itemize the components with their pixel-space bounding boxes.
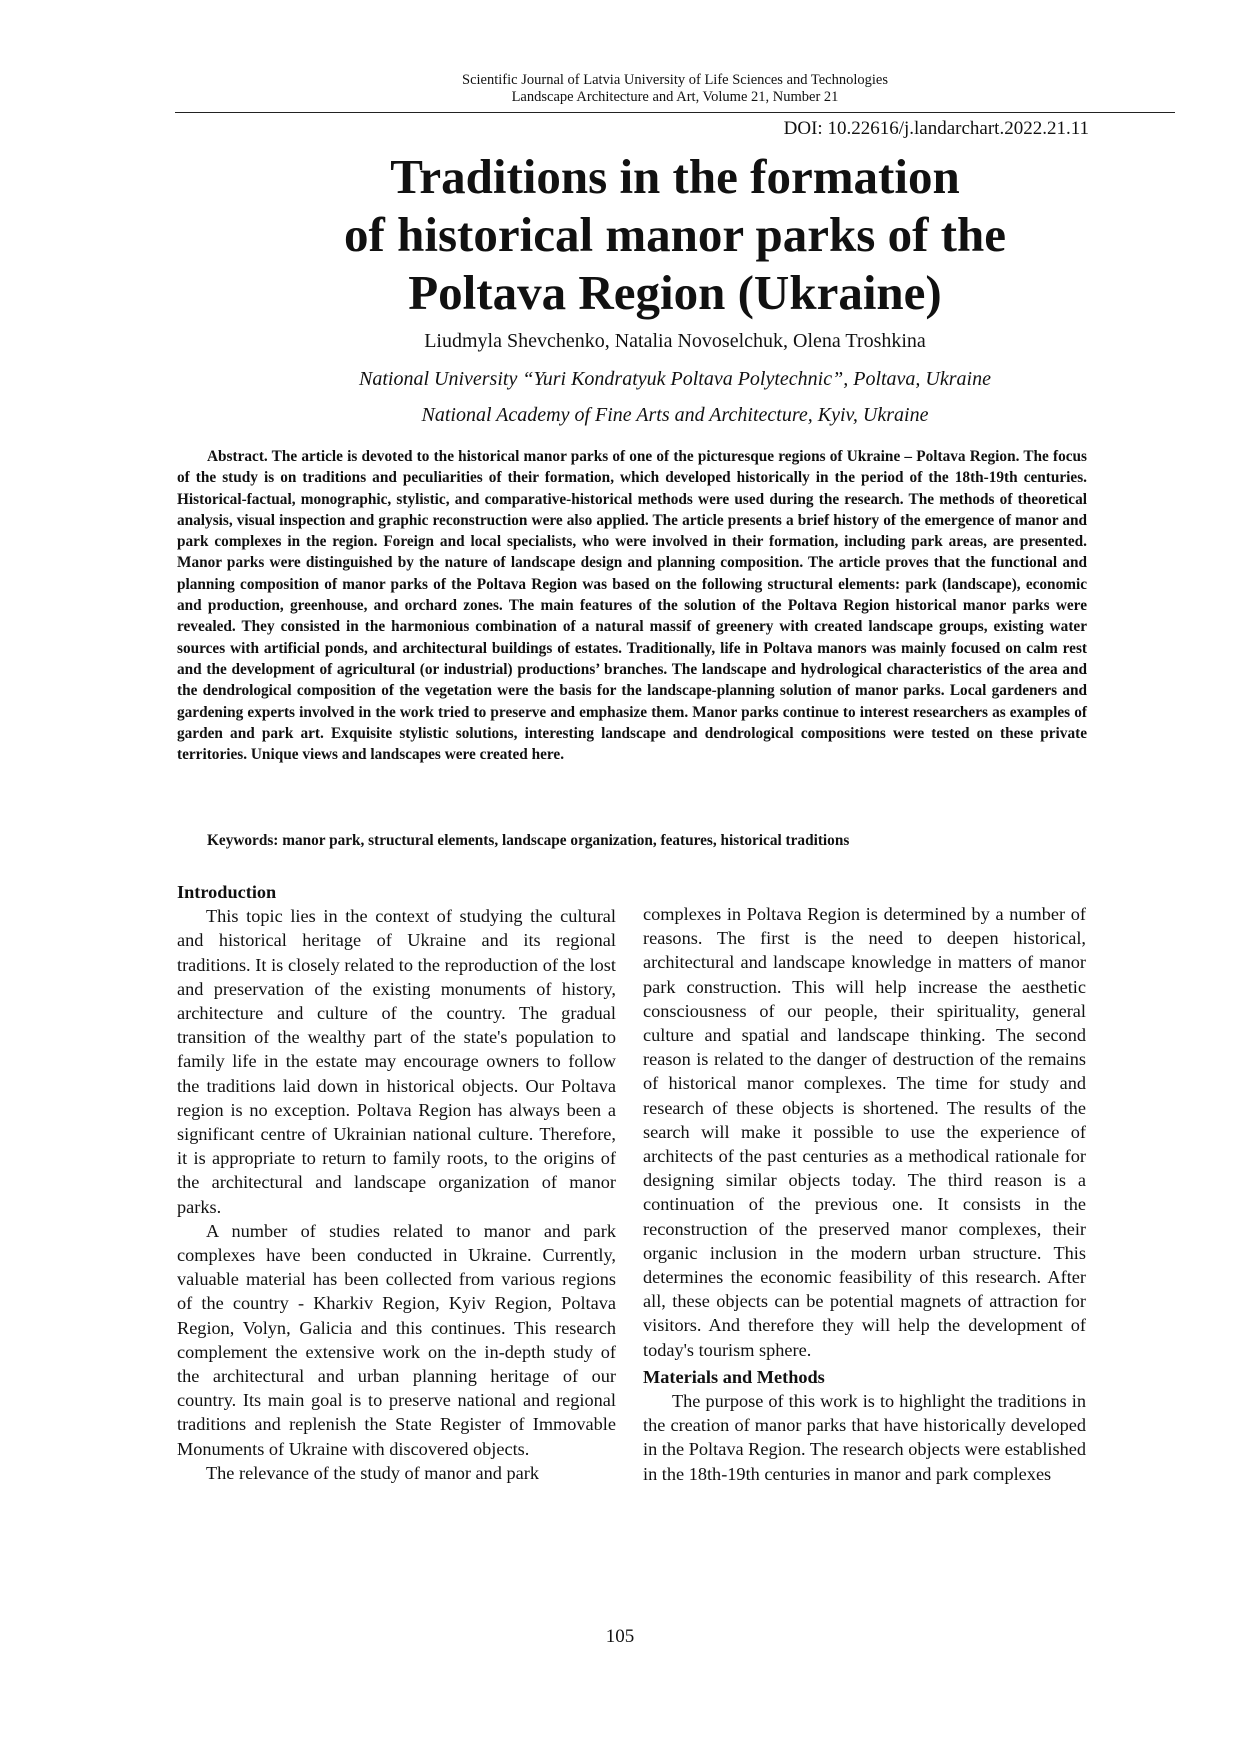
- section-heading: Materials and Methods: [643, 1366, 825, 1387]
- journal-header: [175, 72, 1175, 106]
- header-divider: [175, 112, 1175, 113]
- paragraph: The relevance of the study of manor and park: [206, 1462, 539, 1483]
- title-line: Poltava Region (Ukraine): [408, 265, 942, 320]
- title-line: Traditions in the formation: [390, 149, 960, 204]
- affiliation: National Academy of Fine Arts and Architecture, Kyiv, Ukraine: [421, 404, 929, 426]
- section-heading: Introduction: [177, 882, 277, 902]
- paper-title: [175, 148, 1175, 322]
- right-column: [643, 902, 1086, 1486]
- left-column: [177, 880, 616, 1485]
- journal-volume: Landscape Architecture and Art, Volume 21, Number 21: [511, 89, 839, 105]
- journal-name: Scientific Journal of Latvia University of Life Sciences and Technologies: [462, 72, 888, 88]
- doi: DOI: 10.22616/j.landarchart.2022.21.11: [783, 118, 1089, 139]
- paragraph: The purpose of this work is to highlight the traditions in the creation of manor parks that have historically developed in the Poltava Region. The research objects were established in the 18th-19th centuries in manor and park complexes: [643, 1391, 1086, 1484]
- page-number: 105: [605, 1626, 635, 1647]
- affiliation: National University “Yuri Kondratyuk Poltava Polytechnic”, Poltava, Ukraine: [359, 368, 991, 390]
- authors: Liudmyla Shevchenko, Natalia Novoselchuk, Olena Troshkina: [424, 330, 926, 352]
- paragraph: A number of studies related to manor and park complexes have been conducted in Ukraine. Currently, valuable material has been collected from various regions of the country - Kharkiv Region, Kyiv Region, Poltava Region, Volyn, Galicia and this continues. This research complement the extensive work on the in-depth study of the architectural and urban planning heritage of our country. Its main goal is to preserve national and regional traditions and replenish the State Register of Immovable Monuments of Ukraine with discovered objects.: [177, 1220, 616, 1459]
- keywords: Keywords: manor park, structural elements, landscape organization, features, historical traditions: [207, 832, 850, 849]
- paragraph: This topic lies in the context of studying the cultural and historical heritage of Ukraine and its regional traditions. It is closely related to the reproduction of the lost and preservation of the existing monuments of history, architecture and culture of the country. The gradual transition of the wealthy part of the state's population to family life in the estate may encourage owners to follow the traditions laid down in historical objects. Our Poltava region is no exception. Poltava Region has always been a significant centre of Ukrainian national culture. Therefore, it is appropriate to return to family roots, to the origins of the architectural and landscape organization of manor parks.: [177, 906, 616, 1217]
- title-line: of historical manor parks of the: [344, 207, 1006, 262]
- paragraph: complexes in Poltava Region is determined by a number of reasons. The first is the need to deepen historical, architectural and landscape knowledge in matters of manor park construction. This will help increase the aesthetic consciousness of our people, their spirituality, general culture and spatial and landscape thinking. The second reason is related to the danger of destruction of the remains of historical manor complexes. The time for study and research of these objects is shortened. The results of the search will make it possible to use the experience of architects of the past centuries as a methodical rationale for designing similar objects today. The third reason is a continuation of the previous one. It consists in the reconstruction of the preserved manor complexes, their organic inclusion in the modern urban structure. This determines the economic feasibility of this research. After all, these objects can be potential magnets of attraction for visitors. And therefore they will help the development of today's tourism sphere.: [643, 904, 1086, 1360]
- abstract: Abstract. The article is devoted to the historical manor parks of one of the picturesque regions of Ukraine – Poltava Region. The focus of the study is on traditions and peculiarities of their formation, which developed historically in the period of the 18th-19th centuries. Historical-factual, monographic, stylistic, and comparative-historical methods were used during the research. The methods of theoretical analysis, visual inspection and graphic reconstruction were also applied. The article presents a brief history of the emergence of manor and park complexes in the region. Foreign and local specialists, who were involved in their formation, including park areas, are presented. Manor parks were distinguished by the nature of landscape design and planning composition. The article proves that the functional and planning composition of manor parks of the Poltava Region was based on the following structural elements: park (landscape), economic and production, greenhouse, and orchard zones. The main features of the solution of the Poltava Region historical manor parks were revealed. They consisted in the harmonious combination of a natural massif of greenery with created landscape groups, existing water sources with artificial ponds, and architectural buildings of estates. Traditionally, life in Poltava manors was mainly focused on calm rest and the development of agricultural (or industrial) productions’ branches. The landscape and hydrological characteristics of the area and the dendrological composition of the vegetation were the basis for the landscape-planning solution of manor parks. Local gardeners and gardening experts involved in the work tried to preserve and emphasize them. Manor parks continue to interest researchers as examples of garden and park art. Exquisite stylistic solutions, interesting landscape and dendrological compositions were tested on these private territories. Unique views and landscapes were created here.: [177, 448, 1087, 764]
